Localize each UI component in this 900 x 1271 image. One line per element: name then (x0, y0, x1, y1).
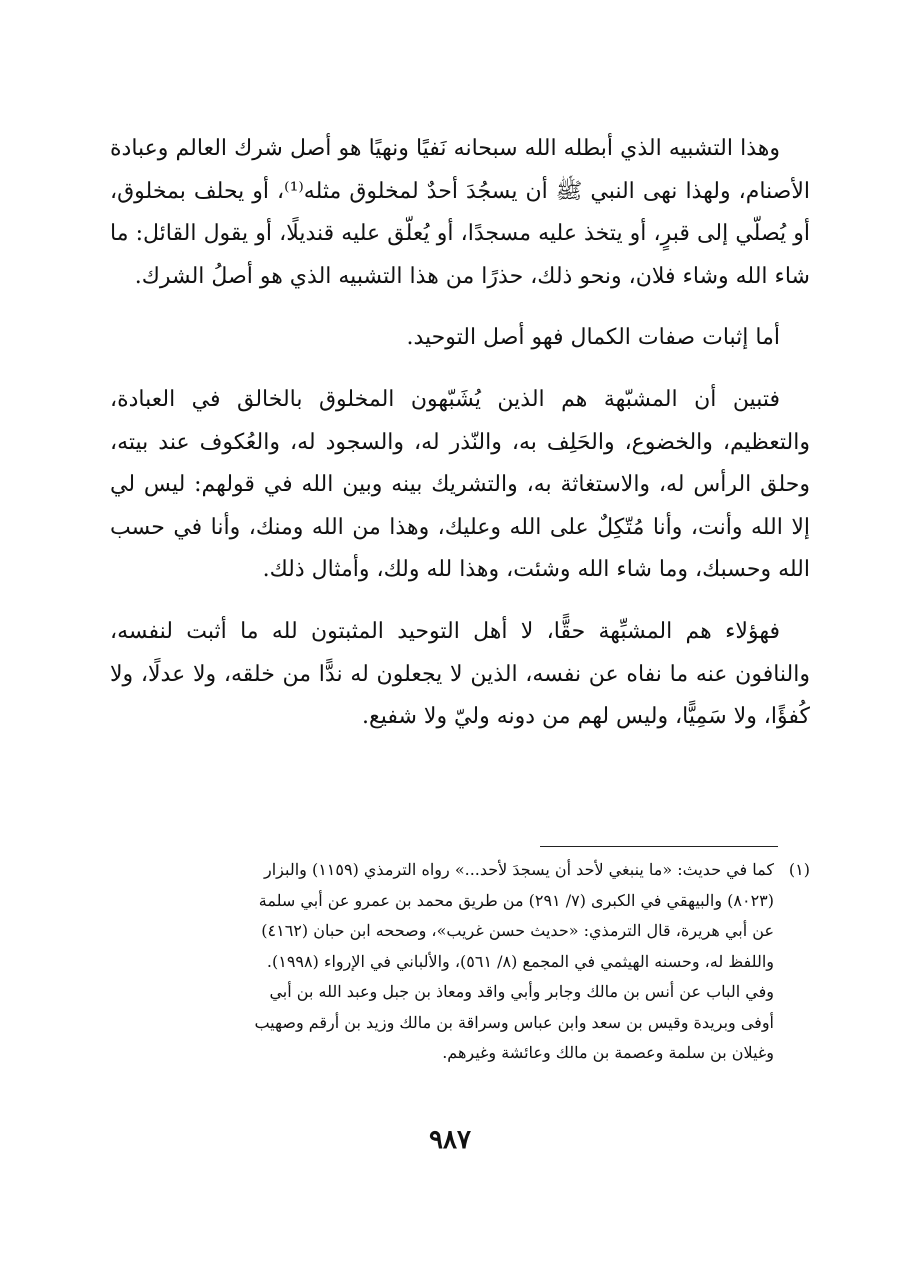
footnote-number: (١) (788, 860, 810, 879)
paragraph: فهؤلاء هم المشبِّهة حقًّا، لا أهل التوحيد المثبتون لله ما أثبت لنفسه، والنافون عنه ما نفاه عن نفسه، الذين لا يجعلون له ندًّا من خلقه، ولا عدلًا، ولا كُفؤًا، ولا سَمِيًّا، وليس لهم من دونه وليّ ولا شفيع. (110, 618, 810, 730)
footnote-separator (540, 846, 778, 847)
footnote-text (118, 855, 774, 1069)
footnote-line: أوفى وبريدة وقيس بن سعد وابن عباس وسراقة بن مالك وزيد بن أرقم وصهيب (254, 1012, 774, 1032)
paragraph: أما إثبات صفات الكمال فهو أصل التوحيد. (406, 325, 780, 351)
footnote-line: وفي الباب عن أنس بن مالك وجابر وأبي واقد ومعاذ بن جبل وعبد الله بن أبي (269, 982, 774, 1001)
main-text (110, 128, 810, 758)
footnote-line: (٨٠٢٣) والبيهقي في الكبرى (٧/ ٢٩١) من طريق محمد بن عمرو عن أبي سلمة (258, 890, 774, 910)
paragraph: وهذا التشبيه الذي أبطله الله سبحانه نَفيًا ونهيًا هو أصل شرك العالم وعبادة الأصنام، ولهذا نهى النبي ﷺ أن يسجُدَ أحدٌ لمخلوق مثله⁽¹⁾، أو يحلف بمخلوق، أو يُصلّي إلى قبرٍ، أو يتخذ عليه مسجدًا، أو يُعلّق عليه قنديلًا، أو يقول القائل: ما شاء الله وشاء فلان، ونحو ذلك، حذرًا من هذا التشبيه الذي هو أصلُ الشرك. (110, 136, 810, 289)
page-number: ٩٨٧ (429, 1125, 471, 1155)
footnote-line: وغيلان بن سلمة وعصمة بن مالك وعائشة وغيرهم. (442, 1043, 774, 1062)
footnotes (118, 855, 810, 1069)
footnote-line: عن أبي هريرة، قال الترمذي: «حديث حسن غريب»، وصححه ابن حبان (٤١٦٢) (261, 921, 774, 940)
paragraph: فتبين أن المشبّهة هم الذين يُشَبّهون المخلوق بالخالق في العبادة، والتعظيم، والخضوع، والحَلِف به، والنّذر له، والسجود له، والعُكوف عند بيته، وحلق الرأس له، والاستغاثة به، والتشريك بينه وبين الله في قولهم: ليس لي إلا الله وأنت، وأنا مُتّكِلٌ على الله وعليك، وهذا من الله ومنك، وأنا في حسب الله وحسبك، وما شاء الله وشئت، وهذا لله ولك، وأمثال ذلك. (110, 386, 810, 583)
footnote-line: واللفظ له، وحسنه الهيثمي في المجمع (٨/ ٥٦١)، والألباني في الإرواء (١٩٩٨). (266, 951, 774, 971)
footnote-line: كما في حديث: «ما ينبغي لأحد أن يسجدَ لأحد...» رواه الترمذي (١١٥٩) والبزار (263, 860, 774, 879)
footnote (118, 855, 810, 1069)
